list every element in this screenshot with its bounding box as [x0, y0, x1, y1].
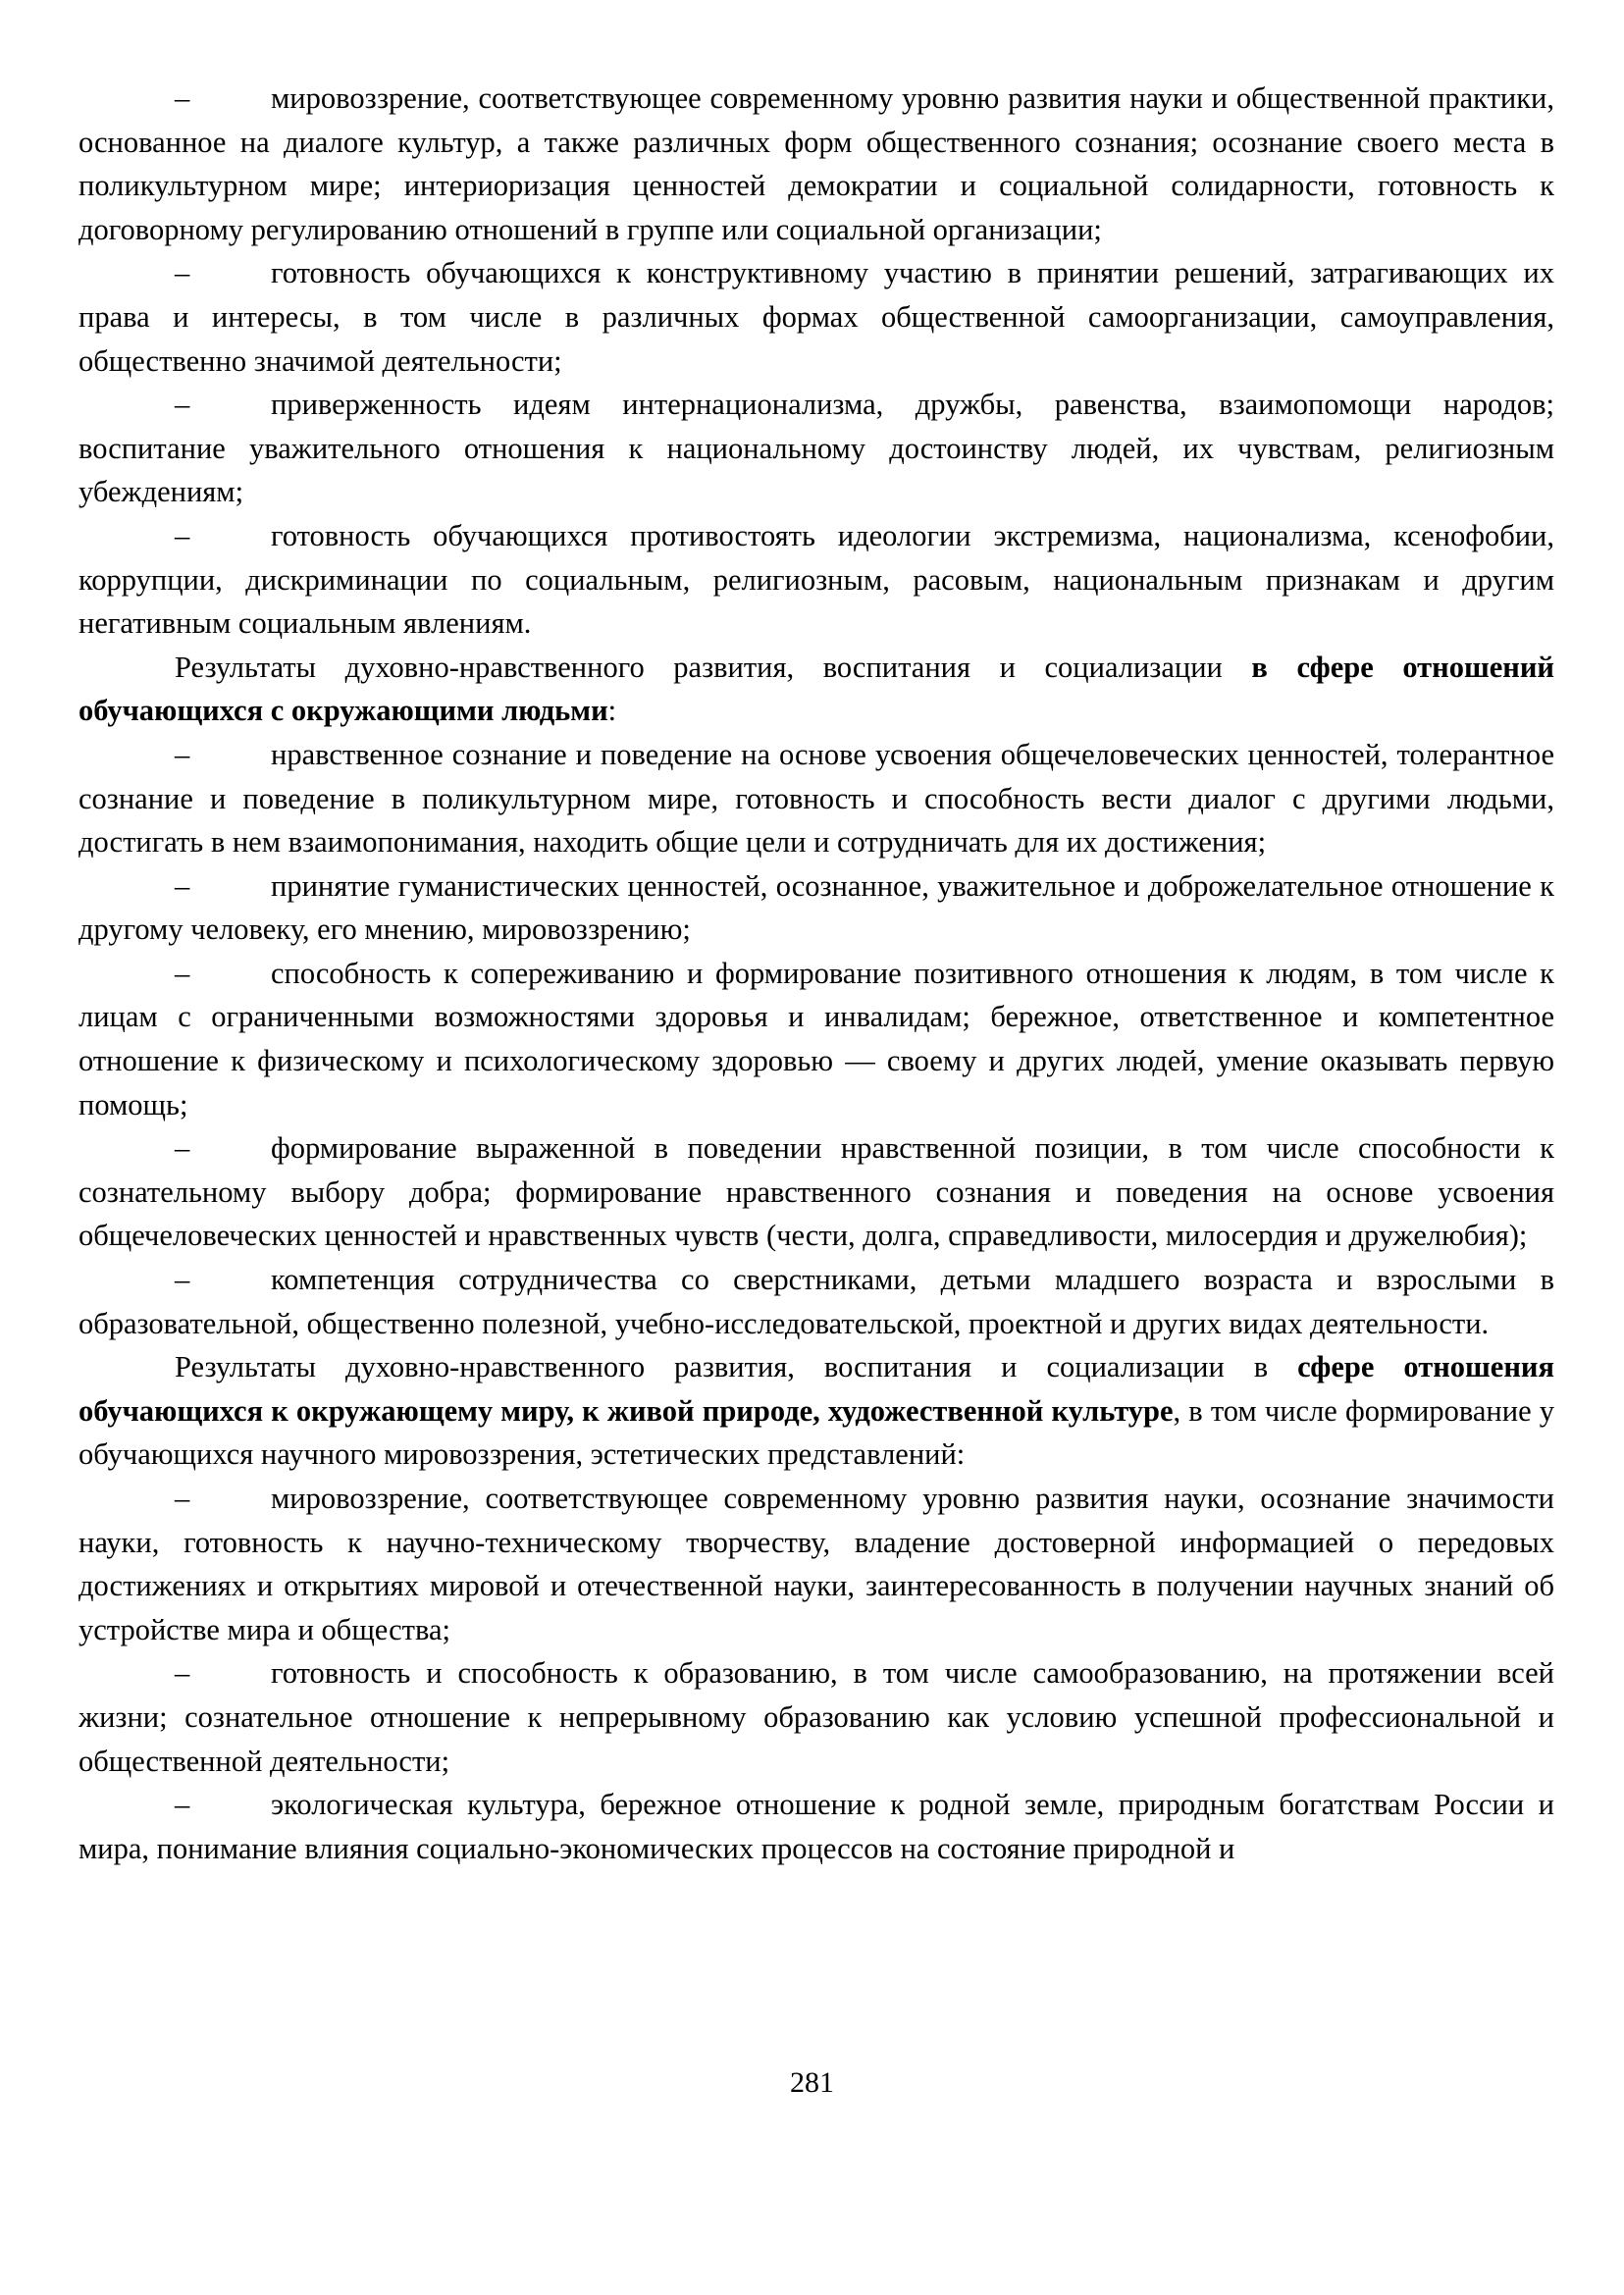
list-item-text: готовность и способность к образованию, в том числе самообразованию, на протяжении всей жизни; сознательное отношение к непрерывному образованию как условию успешной профессиональной и общественной деятельности;: [79, 1656, 1554, 1778]
intro-text: Результаты духовно-нравственного развития, воспитания и социализации: [175, 650, 1252, 684]
intro-text: Результаты духовно-нравственного развития, воспитания и социализации в: [175, 1350, 1298, 1384]
intro-bold-text: в сфере отношений обучающихся с окружающими людьми: [79, 650, 1554, 728]
list-dash: –: [175, 256, 190, 290]
list-item-text: мировоззрение, соответствующее современному уровню развития науки и общественной практики, основанное на диалоге культур, а также различных форм общественного сознания; осознание своего места в поликультурном мире; интериоризация ценностей демократии и социальной солидарности, готовность к договорному регулированию отношений в группе или социальной организации;: [79, 81, 1554, 246]
list-item-text: формирование выраженной в поведении нравственной позиции, в том числе способности к сознательному выбору добра; формирование нравственного сознания и поведения на основе усвоения общечеловеческих ценностей и нравственных чувств (чести, долга, справедливости, милосердия и дружелюбия);: [79, 1131, 1554, 1253]
intro-text-end: :: [607, 694, 617, 728]
list-dash: –: [175, 1263, 190, 1297]
list-item-text: готовность обучающихся противостоять идеологии экстремизма, национализма, ксенофобии, коррупции, дискриминации по социальным, религиозным, расовым, национальным признакам и другим негативным социальным явлениям.: [79, 518, 1554, 641]
list-item: [79, 733, 1554, 864]
list-dash: –: [175, 81, 190, 115]
list-item-text: нравственное сознание и поведение на основе усвоения общечеловеческих ценностей, толерантное сознание и поведение в поликультурном мире, готовность и способность вести диалог с другими людьми, достигать в нем взаимопонимания, находить общие цели и сотрудничать для их достижения;: [79, 737, 1554, 860]
list-item: [79, 251, 1554, 383]
list-dash: –: [175, 1482, 190, 1515]
list-item-text: компетенция сотрудничества со сверстниками, детьми младшего возраста и взрослыми в образовательной, общественно полезной, учебно-исследовательской, проектной и других видах деятельности.: [79, 1263, 1554, 1340]
list-item: [79, 514, 1554, 646]
list-item-text: экологическая культура, бережное отношение к родной земле, природным богатствам России и мира, понимание влияния социально-экономических процессов на состояние природной и: [79, 1788, 1554, 1865]
list-item: [79, 1126, 1554, 1258]
list-item-text: принятие гуманистических ценностей, осознанное, уважительное и доброжелательное отношение к другому человеку, его мнению, мировоззрению;: [79, 868, 1554, 947]
section-intro-paragraph: [79, 646, 1554, 733]
list-item: [79, 1783, 1554, 1870]
list-item: [79, 952, 1554, 1126]
list-item-text: готовность обучающихся к конструктивному участию в принятии решений, затрагивающих их права и интересы, в том числе в различных формах общественной самоорганизации, самоуправления, общественно значимой деятельности;: [79, 256, 1554, 378]
list-item: [79, 1258, 1554, 1345]
list-item: [79, 77, 1554, 251]
intro-text-end: , в том числе формирование у обучающихся научного мировоззрения, эстетических представлений:: [79, 1393, 1554, 1472]
list-dash: –: [175, 1131, 190, 1166]
list-item-text: мировоззрение, соответствующее современному уровню развития науки, осознание значимости науки, готовность к научно-техническому творчеству, владение достоверной информацией о передовых достижениях и открытиях мировой и отечественной науки, заинтересованность в получении научных знаний об устройстве мира и общества;: [79, 1482, 1554, 1646]
list-dash: –: [175, 1788, 190, 1822]
list-dash: –: [175, 868, 190, 903]
document-page: [79, 77, 1554, 1870]
section-intro-paragraph: [79, 1345, 1554, 1477]
list-item: [79, 1477, 1554, 1651]
list-dash: –: [175, 737, 190, 771]
list-dash: –: [175, 388, 190, 422]
list-item: [79, 1651, 1554, 1783]
list-item: [79, 383, 1554, 514]
list-dash: –: [175, 1656, 190, 1691]
list-dash: –: [175, 956, 190, 990]
page-number: 281: [790, 2066, 834, 2099]
list-item-text: способность к сопереживанию и формирование позитивного отношения к людям, в том числе к лицам с ограниченными возможностями здоровья и инвалидам; бережное, ответственное и компетентное отношение к физическому и психологическому здоровью — своему и других людей, умение оказывать первую помощь;: [79, 956, 1554, 1121]
list-item-text: приверженность идеям интернационализма, дружбы, равенства, взаимопомощи народов; воспитание уважительного отношения к национальному достоинству людей, их чувствам, религиозным убеждениям;: [79, 388, 1554, 509]
list-dash: –: [175, 518, 190, 552]
intro-bold-text: сфере отношения обучающихся к окружающему миру, к живой природе, художественной культуре: [79, 1350, 1554, 1428]
list-item: [79, 864, 1554, 952]
